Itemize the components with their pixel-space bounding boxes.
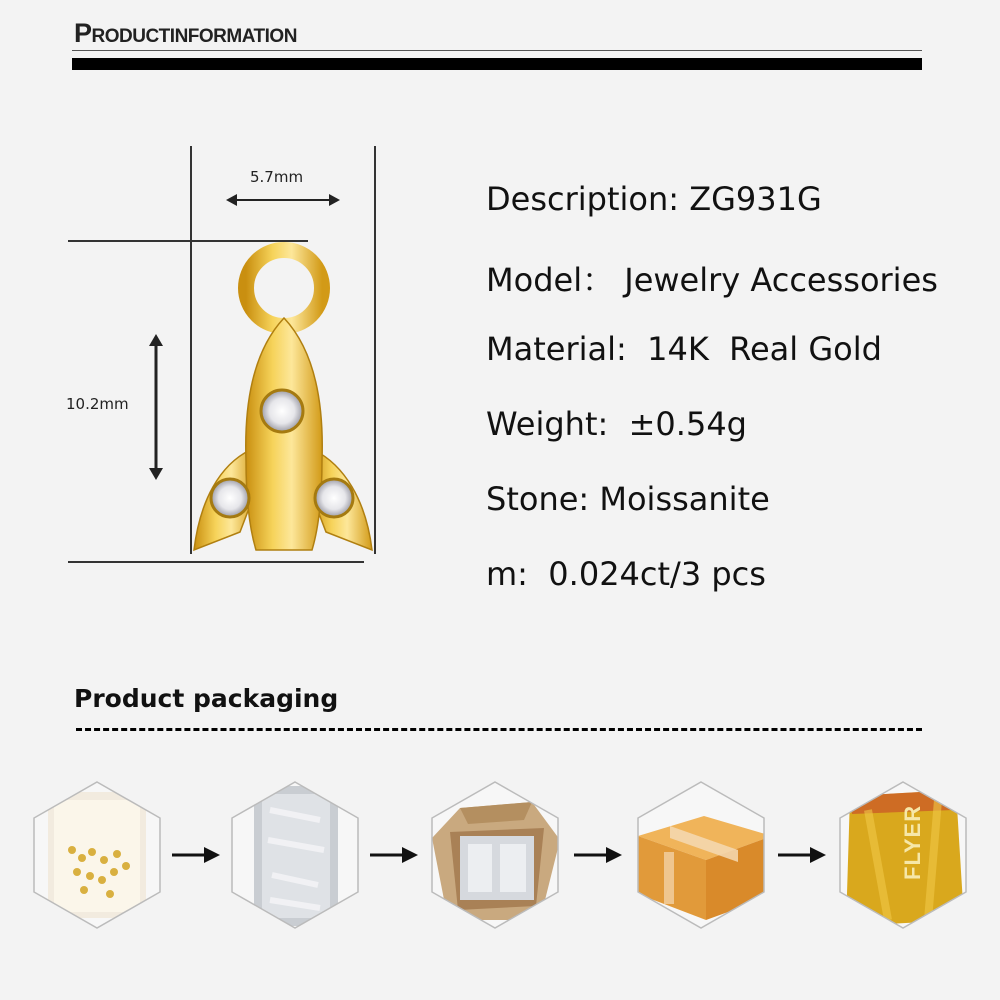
width-label: 5.7mm — [250, 168, 304, 186]
packaging-title: Product packaging — [74, 684, 339, 713]
packaging-step-bubble-wrap-image — [220, 780, 370, 930]
height-label: 10.2mm — [66, 395, 129, 413]
packaging-step-sealed-box-image — [626, 780, 776, 930]
header-bar — [72, 58, 922, 70]
section-title: PRODUCTINFORMATION — [74, 18, 297, 48]
rocket-pendant-image — [190, 240, 376, 562]
header-thin-rule — [72, 50, 922, 51]
arrow-right-icon — [778, 846, 826, 864]
packaging-step-bagged-pendants-image — [22, 780, 172, 930]
spec-model: Model： Jewelry Accessories — [486, 261, 938, 299]
spec-material: Material: 14K Real Gold — [486, 330, 882, 368]
spec-weight: Weight: ±0.54g — [486, 405, 747, 443]
arrow-right-icon — [370, 846, 418, 864]
arrow-right-icon — [574, 846, 622, 864]
height-arrow-icon — [146, 334, 166, 480]
packaging-divider — [76, 728, 922, 731]
arrow-right-icon — [172, 846, 220, 864]
spec-stone: Stone: Moissanite — [486, 480, 770, 518]
courier-bag-text: FLYER — [900, 804, 925, 880]
spec-stone-weight: m: 0.024ct/3 pcs — [486, 555, 766, 593]
spec-description: Description: ZG931G — [486, 180, 822, 218]
packaging-step-courier-bag — [828, 780, 978, 930]
packaging-step-open-box-image — [420, 780, 570, 930]
width-arrow-icon — [226, 190, 340, 210]
